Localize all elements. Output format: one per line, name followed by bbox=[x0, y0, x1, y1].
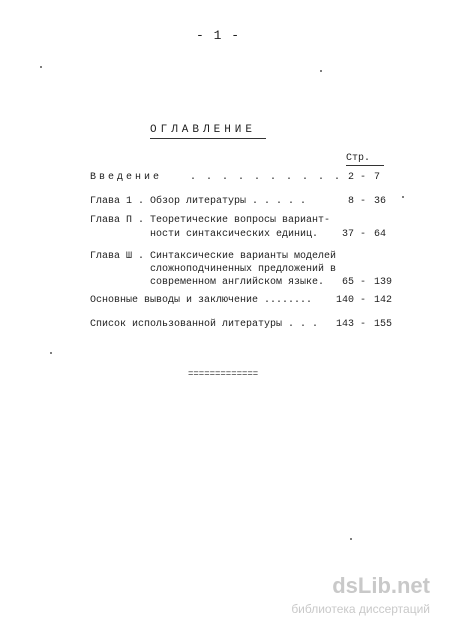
scan-speck bbox=[40, 66, 42, 68]
entry-page-to: 64 bbox=[374, 229, 387, 240]
entry-dash: - bbox=[360, 277, 367, 288]
separator-line: ============= bbox=[188, 369, 259, 379]
entry-page-from: 37 bbox=[341, 229, 354, 240]
scan-speck bbox=[402, 196, 404, 198]
title-underline bbox=[150, 138, 266, 139]
entry-dash: - bbox=[360, 172, 367, 183]
page-column-header: Стр. bbox=[346, 153, 371, 164]
entry-page-from: 65 bbox=[341, 277, 354, 288]
entry-label: Глава П . bbox=[90, 215, 145, 226]
entry-page-to: 36 bbox=[374, 196, 387, 207]
entry-text-line: сложноподчиненных предложений в bbox=[150, 264, 337, 275]
entry-label: Введение bbox=[90, 172, 163, 183]
entry-leader-dots: . . . . . . . . . . bbox=[190, 172, 343, 183]
page-column-underline bbox=[346, 165, 384, 166]
toc-title: ОГЛАВЛЕНИЕ bbox=[150, 124, 257, 136]
entry-label: Список использованной литературы . . . bbox=[90, 319, 319, 330]
entry-page-from: 2 bbox=[347, 172, 354, 183]
entry-page-to: 139 bbox=[374, 277, 393, 288]
entry-dash: - bbox=[360, 319, 367, 330]
scan-speck bbox=[320, 70, 322, 72]
entry-label: Глава 1 . bbox=[90, 196, 145, 207]
entry-text-line: ности синтаксических единиц. bbox=[150, 229, 319, 240]
entry-page-to: 7 bbox=[374, 172, 381, 183]
entry-page-from: 8 bbox=[347, 196, 354, 207]
entry-dash: - bbox=[360, 196, 367, 207]
page-number: - 1 - bbox=[196, 28, 241, 43]
entry-text-line: Синтаксические варианты моделей bbox=[150, 251, 337, 262]
entry-text: Обзор литературы . . . . . bbox=[150, 196, 307, 207]
entry-page-from: 143 bbox=[335, 319, 354, 330]
entry-page-to: 155 bbox=[374, 319, 393, 330]
scan-speck bbox=[350, 538, 352, 540]
entry-label: Глава Ш . bbox=[90, 251, 145, 262]
entry-label: Основные выводы и заключение ........ bbox=[90, 295, 313, 306]
entry-page-to: 142 bbox=[374, 295, 393, 306]
watermark-subtitle: библиотека диссертаций bbox=[291, 602, 430, 616]
watermark-logo: dsLib.net bbox=[332, 573, 430, 598]
entry-page-from: 140 bbox=[335, 295, 354, 306]
entry-dash: - bbox=[360, 229, 367, 240]
watermark bbox=[262, 573, 442, 621]
entry-dash: - bbox=[360, 295, 367, 306]
entry-text-line: Теоретические вопросы вариант- bbox=[150, 215, 331, 226]
scan-speck bbox=[50, 352, 52, 354]
entry-text-line: современном английском языке. bbox=[150, 277, 325, 288]
